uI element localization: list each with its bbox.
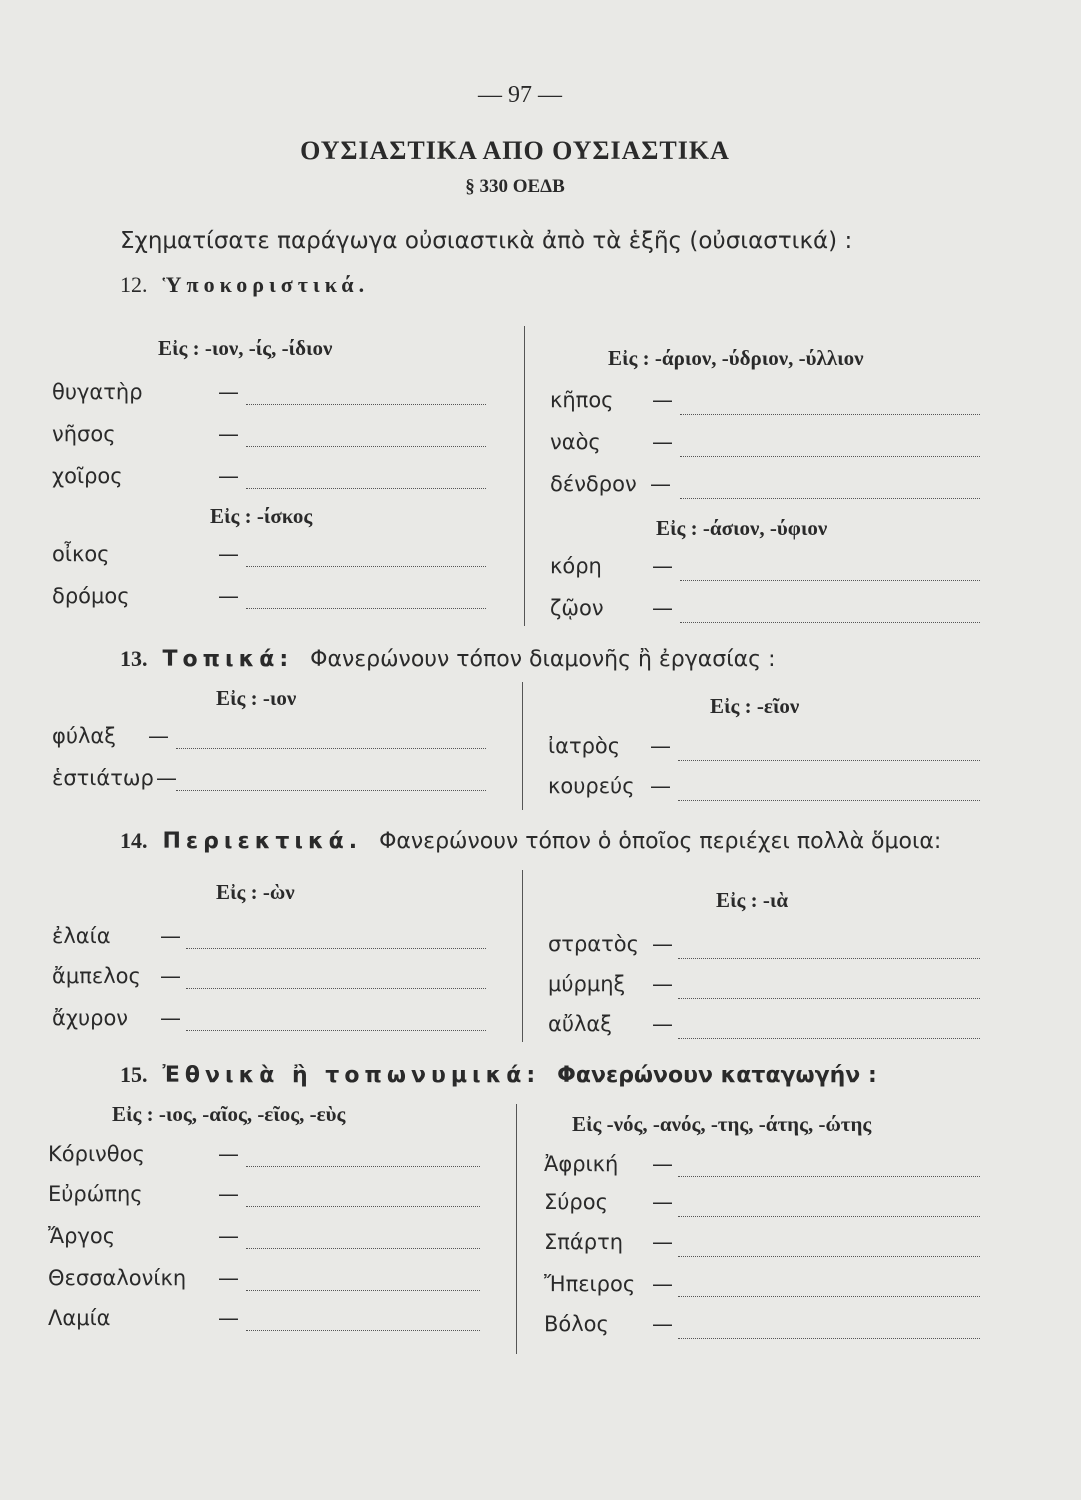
answer-line[interactable] (246, 404, 486, 405)
answer-line[interactable] (186, 988, 486, 989)
section-number: 15. (120, 1062, 148, 1087)
word: Ἄργος (48, 1224, 116, 1248)
answer-line[interactable] (678, 1038, 980, 1039)
dash: — (148, 724, 169, 748)
word: Σπάρτη (544, 1230, 624, 1254)
dash: — (652, 932, 673, 956)
section-15-heading (120, 1062, 877, 1088)
answer-line[interactable] (246, 1166, 480, 1167)
word: Ἤπειρος (544, 1272, 636, 1296)
word: αὔλαξ (548, 1012, 612, 1036)
dash: — (650, 734, 671, 758)
word: ἐλαία (52, 924, 111, 948)
answer-line[interactable] (246, 1290, 480, 1291)
dash: — (218, 1224, 239, 1248)
answer-line[interactable] (678, 998, 980, 999)
word: Βόλος (544, 1312, 609, 1336)
answer-line[interactable] (680, 622, 980, 623)
word: ἰατρὸς (548, 734, 621, 758)
answer-line[interactable] (678, 1338, 980, 1339)
section-title: Ἐθνικὰ ἢ τοπωνυμικά: (162, 1063, 541, 1088)
dash: — (160, 964, 181, 988)
section-description: Φανερώνουν τόπον διαμονῆς ἢ ἐργασίας : (310, 647, 776, 672)
section-number: 13. (120, 646, 148, 671)
section-title: Περιεκτικά. (162, 829, 363, 854)
answer-line[interactable] (246, 488, 486, 489)
answer-line[interactable] (246, 566, 486, 567)
column-divider (516, 1104, 517, 1354)
reference: § 330 ΟΕΔΒ (465, 176, 565, 197)
dash: — (218, 464, 239, 488)
page-number: — 97 — (478, 82, 562, 108)
answer-line[interactable] (678, 1296, 980, 1297)
answer-line[interactable] (176, 748, 486, 749)
word: θυγατὴρ (52, 380, 143, 404)
dash: — (652, 1312, 673, 1336)
suffix-heading: Εἰς : -εῖον (710, 694, 800, 718)
instruction: Σχηματίσατε παράγωγα οὐσιαστικὰ ἀπὸ τὰ ἑξῆς (οὐσιαστικά) : (120, 228, 853, 254)
answer-line[interactable] (678, 760, 980, 761)
column-divider (522, 682, 523, 810)
answer-line[interactable] (678, 958, 980, 959)
dash: — (160, 924, 181, 948)
dash: — (650, 472, 671, 496)
answer-line[interactable] (680, 414, 980, 415)
word: κόρη (550, 554, 602, 578)
suffix-heading: Εἰς : -ιος, -αῖος, -εῖος, -εὺς (112, 1102, 346, 1126)
word: ἑστιάτωρ (52, 766, 154, 790)
suffix-heading: Εἰς : -ίσκος (210, 504, 313, 528)
answer-line[interactable] (176, 790, 486, 791)
section-description: Φανερώνουν καταγωγήν : (557, 1063, 877, 1088)
word: Σύρος (544, 1190, 608, 1214)
answer-line[interactable] (680, 456, 980, 457)
answer-line[interactable] (246, 1330, 480, 1331)
answer-line[interactable] (678, 1176, 980, 1177)
word: χοῖρος (52, 464, 123, 488)
word: οἶκος (52, 542, 110, 566)
answer-line[interactable] (246, 446, 486, 447)
suffix-heading: Εἰς : -ιὰ (716, 888, 789, 912)
word: νῆσος (52, 422, 116, 446)
dash: — (650, 774, 671, 798)
dash: — (652, 388, 673, 412)
column-divider (524, 326, 525, 626)
word: ναὸς (550, 430, 601, 454)
dash: — (218, 422, 239, 446)
answer-line[interactable] (186, 1030, 486, 1031)
answer-line[interactable] (680, 498, 980, 499)
dash: — (218, 542, 239, 566)
word: ζῷον (550, 596, 604, 620)
suffix-heading: Εἰς : -ὼν (216, 880, 295, 904)
answer-line[interactable] (246, 1206, 480, 1207)
dash: — (652, 972, 673, 996)
dash: — (156, 766, 177, 790)
dash: — (160, 1006, 181, 1030)
section-14-heading (120, 828, 941, 854)
word: Κόρινθος (48, 1142, 145, 1166)
answer-line[interactable] (246, 1248, 480, 1249)
section-13-heading (120, 646, 776, 672)
word: ἄχυρον (52, 1006, 129, 1030)
dash: — (652, 1152, 673, 1176)
word: φύλαξ (52, 724, 116, 748)
word: δένδρον (550, 472, 637, 496)
answer-line[interactable] (678, 1256, 980, 1257)
section-number: 12. (120, 272, 148, 297)
dash: — (218, 1182, 239, 1206)
suffix-heading: Εἰς : -άριον, -ύδριον, -ύλλιον (608, 346, 864, 370)
column-divider (522, 870, 523, 1042)
dash: — (652, 1190, 673, 1214)
word: μύρμηξ (548, 972, 626, 996)
dash: — (218, 1306, 239, 1330)
dash: — (652, 554, 673, 578)
page-title: ΟΥΣΙΑΣΤΙΚΑ ΑΠΟ ΟΥΣΙΑΣΤΙΚΑ (300, 136, 730, 165)
section-12-heading (120, 272, 369, 298)
word: κουρεύς (548, 774, 635, 798)
section-title: Τοπικά: (162, 647, 294, 672)
answer-line[interactable] (678, 1216, 980, 1217)
word: Εὐρώπης (48, 1182, 143, 1206)
word: ἄμπελος (52, 964, 141, 988)
dash: — (218, 1266, 239, 1290)
answer-line[interactable] (186, 948, 486, 949)
dash: — (652, 1272, 673, 1296)
dash: — (652, 596, 673, 620)
dash: — (652, 430, 673, 454)
dash: — (652, 1230, 673, 1254)
answer-line[interactable] (678, 800, 980, 801)
answer-line[interactable] (246, 608, 486, 609)
answer-line[interactable] (680, 580, 980, 581)
section-number: 14. (120, 828, 148, 853)
word: Θεσσαλονίκη (48, 1266, 187, 1290)
dash: — (218, 584, 239, 608)
section-title: Ὑποκοριστικά. (162, 272, 370, 297)
dash: — (652, 1012, 673, 1036)
suffix-heading: Εἰς : -άσιον, -ύφιον (656, 516, 828, 540)
word: κῆπος (550, 388, 614, 412)
word: Ἀφρική (544, 1152, 619, 1176)
word: στρατὸς (548, 932, 639, 956)
word: Λαμία (48, 1306, 111, 1330)
suffix-heading: Εἰς : -ιον, -ίς, -ίδιον (158, 336, 333, 360)
dash: — (218, 380, 239, 404)
section-description: Φανερώνουν τόπον ὁ ὁποῖος περιέχει πολλὰ ὅμοια: (379, 829, 942, 854)
suffix-heading: Εἰς : -ιον (216, 686, 297, 710)
word: δρόμος (52, 584, 130, 608)
dash: — (218, 1142, 239, 1166)
suffix-heading: Εἰς -νός, -ανός, -της, -άτης, -ώτης (572, 1112, 872, 1136)
